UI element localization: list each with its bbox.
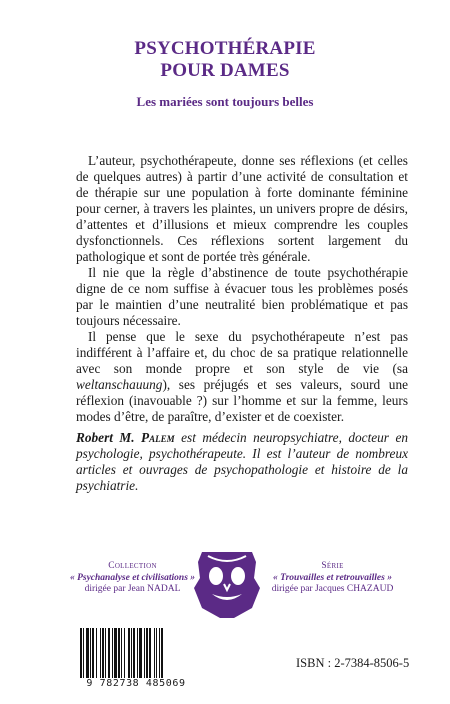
- blurb-paragraph-3-italic: weltanschauung: [76, 377, 163, 392]
- publisher-logo-icon: [194, 548, 260, 620]
- barcode-number: 9 782738 485069: [73, 678, 199, 689]
- book-subtitle: Les mariées sont toujours belles: [136, 94, 314, 109]
- book-title-line-1: PSYCHOTHÉRAPIE: [134, 38, 316, 59]
- author-first-name: Robert M.: [76, 430, 142, 445]
- author-bio: [76, 430, 408, 494]
- series-name: « Trouvailles et retrouvailles »: [273, 572, 392, 583]
- blurb-paragraph-2: Il nie que la règle d’abstinence de toute psychothérapie digne de ce nom suffise à évacuer tous les problèmes posés par le maintien d’une neutralité bien problématique et pas toujours nécessaire.: [76, 265, 408, 328]
- collection-director: dirigée par Jean NADAL: [84, 584, 181, 594]
- collection-info: [65, 561, 200, 596]
- blurb-paragraph-1: L’auteur, psychothérapeute, donne ses réflexions (et celles de quelques autres) à partir d’une activité de consultation et de thérapie sur une population à forte dominante féminine pour cerner, à travers les plaintes, un univers propre de désirs, d’attentes et d’illusions et mieux comprendre les couples dysfonctionnels. Ces réflexions sortent largement du pathologique et sont de portée très générale.: [76, 153, 408, 264]
- collection-label: Collection: [108, 561, 157, 571]
- isbn-text: ISBN : 2-7384-8506-5: [296, 656, 410, 670]
- book-title-line-2: POUR DAMES: [160, 60, 290, 81]
- author-name: [76, 430, 175, 445]
- blurb-paragraph-3: [76, 329, 408, 425]
- series-label: Série: [321, 561, 344, 571]
- blurb: [76, 153, 408, 425]
- series-info: [265, 561, 400, 596]
- collection-name: « Psychanalyse et civilisations »: [69, 572, 196, 583]
- blurb-paragraph-3-end: ), ses préjugés et ses valeurs, sourd une réflexion (inavouable ?) sur l’homme et sur la femme, leurs modes d’être, de paraître, d’exister et de coexister.: [76, 377, 408, 424]
- author-bio-text: est médecin neuropsychiatre, docteur en psychologie, psychothérapeute. Il est l’auteur de nombreux articles et ouvrages de psychopathologie et histoire de la psychiatrie.: [76, 430, 409, 493]
- blurb-paragraph-3-start: Il pense que le sexe du psychothérapeute n’est pas indifférent à l’affaire et, du choc de sa pratique relationnelle avec son monde propre et son style de vie (sa: [76, 329, 408, 376]
- series-director: dirigée par Jacques CHAZAUD: [271, 584, 394, 594]
- author-last-name: Palem: [141, 430, 175, 445]
